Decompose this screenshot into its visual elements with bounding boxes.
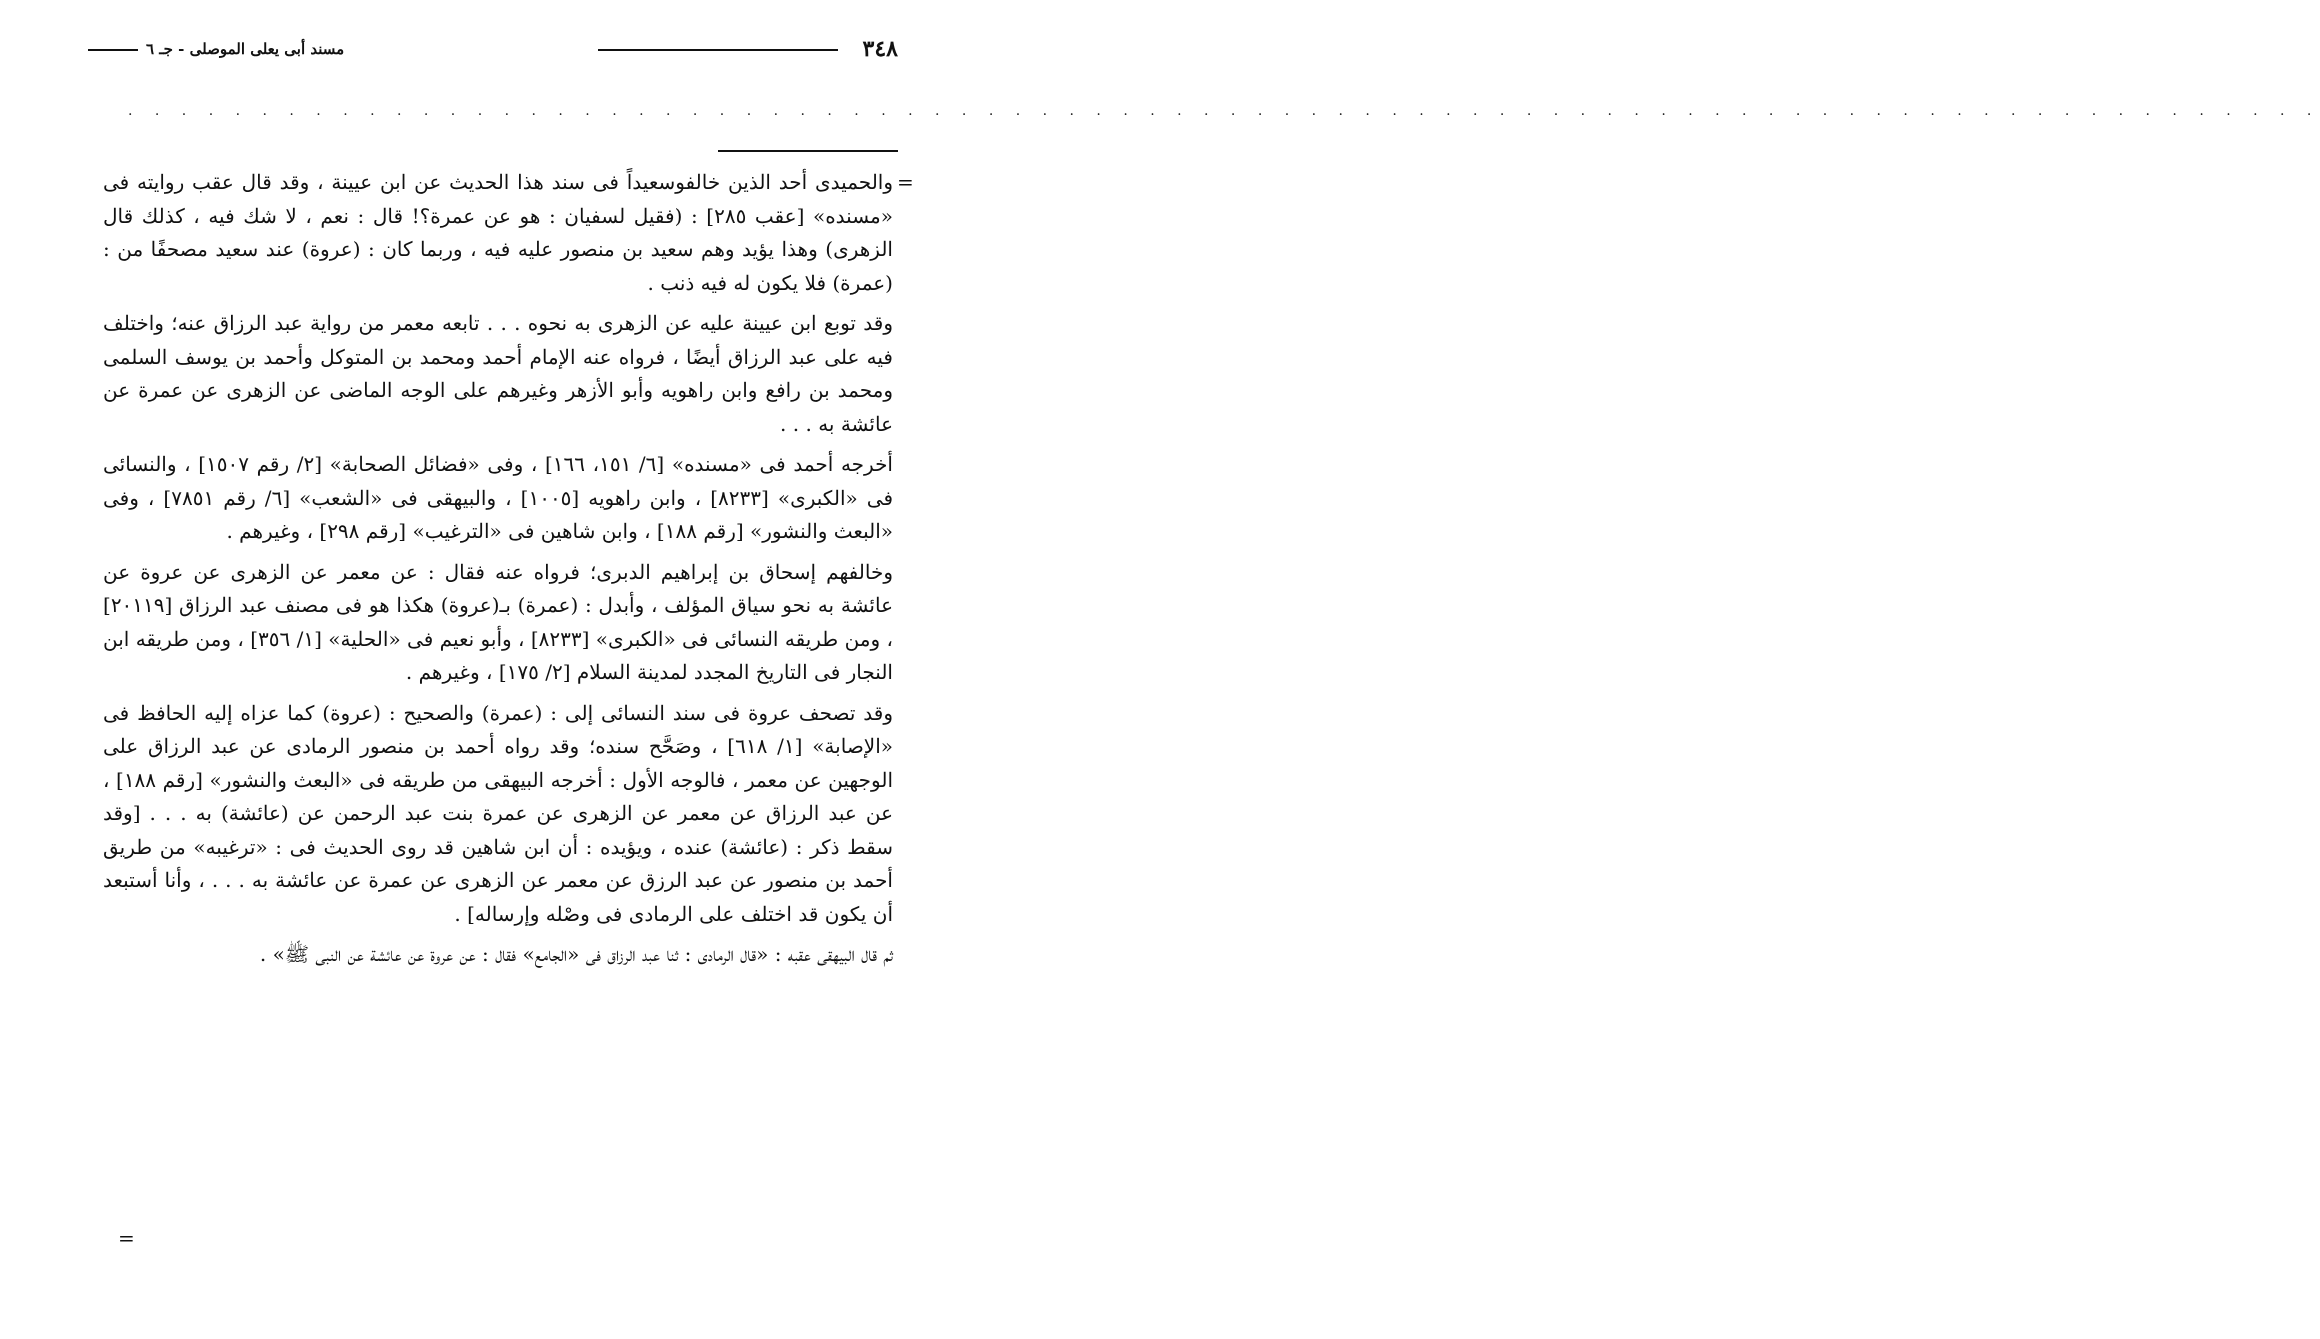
page-number: ٣٤٨ (855, 34, 898, 64)
book-title: مسند أبى يعلى الموصلى - جـ ٦ (138, 34, 352, 64)
footnote-body (103, 166, 893, 979)
paragraph-6: ثم قال البيهقى عقبه : «قال الرمادى : ثنا عبد الرزاق فى «الجامع» فقال : عن عروة عن عائشة عن النبى ﷺ» . (259, 942, 893, 966)
continuation-mark: = (897, 170, 914, 194)
paragraph-4: وخالفهم إسحاق بن إبراهيم الدبرى؛ فرواه عنه فقال : عن معمر عن الزهرى عن عروة عن عائشة به نحو سياق المؤلف ، وأبدل : (عمرة) بـ(عروة) هكذا هو فى مصنف عبد الرزاق [٢٠١١٩] ، ومن طريقه النسائى فى «الكبرى» [٨٢٣٣] ، وأبو نعيم فى «الحلية» [١/ ٣٥٦] ، ومن طريقه ابن النجار فى التاريخ المجدد لمدينة السلام [٢/ ١٧٥] ، وغيرهم . (103, 559, 893, 684)
ellipsis-line: . . . . . . . . . . . . . . . . . . . . . . . . . . . . . . . . . . . . . . . . . . . . . . . . . . . . . . . . . . . . . . . . . . . . . . . . . . . . . . . . . . (128, 103, 2320, 119)
header-rule-right (598, 49, 838, 51)
paragraph-1: والحميدى أحد الذين خالفوسعيداً فى سند هذا الحديث عن ابن عيينة ، وقد قال عقب روايته فى «مسنده» [عقب ٢٨٥] : (فقيل لسفيان : هو عن عمرة؟! قال : نعم ، لا شك فيه ، كذلك قال الزهرى) وهذا يؤيد وهم سعيد بن منصور عليه فيه ، وربما كان : (عروة) عند سعيد مصحفًا من : (عمرة) فلا يكون له فيه ذنب . (103, 170, 894, 295)
page-header (88, 34, 898, 64)
footnote-separator (718, 150, 898, 152)
paragraph-5: وقد تصحف عروة فى سند النسائى إلى : (عمرة) والصحيح : (عروة) كما عزاه إليه الحافظ فى «الإصابة» [١/ ٦١٨] ، وصَحَّح سنده؛ وقد رواه أحمد بن منصور الرمادى عن عبد الرزاق على الوجهين عن معمر ، فالوجه الأول : أخرجه البيهقى من طريقه فى «البعث والنشور» [رقم ١٨٨] ، عن عبد الرزاق عن معمر عن الزهرى عن عمرة بنت عبد الرحمن عن (عائشة) به . . . [وقد سقط ذكر : (عائشة) عنده ، ويؤيده : أن ابن شاهين قد روى الحديث فى : «ترغيبه» من طريق أحمد بن منصور عن عبد الرزق عن معمر عن الزهرى عن عمرة عن عائشة به . . . ، وأنا أستبعد أن يكون قد اختلف على الرمادى فى وصْله وإرساله] . (103, 700, 893, 926)
paragraph-2: وقد توبع ابن عيينة عليه عن الزهرى به نحوه . . . تابعه معمر من رواية عبد الرزاق عنه؛ واختلف فيه على عبد الرزاق أيضًا ، فرواه عنه الإمام أحمد ومحمد بن المتوكل وأحمد بن يوسف السلمى ومحمد بن رافع وابن راهويه وأبو الأزهر وغيرهم على الوجه الماضى عن الزهرى عن عمرة عن عائشة به . . . (103, 311, 893, 436)
paragraph-3: أخرجه أحمد فى «مسنده» [٦/ ١٥١، ١٦٦] ، وفى «فضائل الصحابة» [٢/ رقم ١٥٠٧] ، والنسائى فى «الكبرى» [٨٢٣٣] ، وابن راهويه [١٠٠٥] ، والبيهقى فى «الشعب» [٦/ رقم ٧٨٥١] ، وفى «البعث والنشور» [رقم ١٨٨] ، وابن شاهين فى «الترغيب» [رقم ٢٩٨] ، وغيرهم . (103, 452, 894, 543)
end-continuation-mark: = (118, 1226, 135, 1250)
